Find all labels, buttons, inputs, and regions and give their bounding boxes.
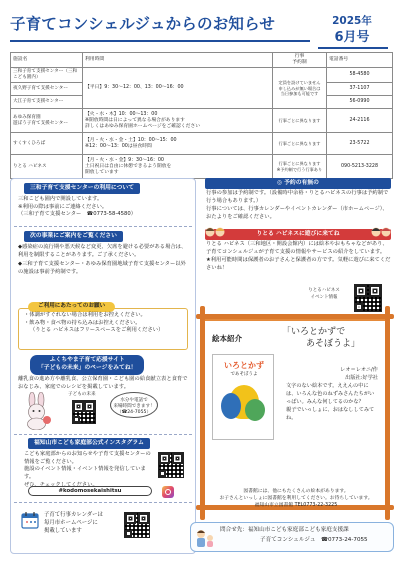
facility-phone: 23-5722	[327, 133, 393, 155]
website-qr-caption: 子どもの未来	[68, 392, 96, 397]
green-shape	[245, 399, 265, 421]
facility-table	[10, 52, 393, 179]
facility-event: 行事ごとに異なります	[273, 133, 327, 155]
section-instagram-title: 福知山市こども家庭部公式インスタグラム	[28, 438, 150, 449]
instagram-hashtag[interactable]: #kodomosekaishitsu	[28, 486, 152, 496]
website-qr-code[interactable]	[72, 400, 96, 424]
kids-illustration	[370, 226, 392, 242]
body-line: （三和子育て支援センター ☎0773-58-4580）	[18, 211, 137, 218]
calendar-qr-code[interactable]	[124, 512, 150, 538]
family-illustration	[194, 528, 216, 548]
book-publisher: 出版社:好学社	[345, 375, 378, 382]
facility-phone: 37-1107	[327, 83, 393, 96]
body-line: ※利用の際は事前にご連絡ください。	[18, 203, 108, 210]
calendar-icon	[20, 510, 40, 530]
body-line: りとる ハピネス（三和地区・開設会館内）には絵本やおもちゃなどがあり、子育てコンシェルジュが子育て支援の情報やサービスの紹介をしています。	[206, 241, 388, 255]
section-instagram-body	[24, 451, 152, 489]
book-section-title: 絵本紹介	[212, 334, 242, 343]
section-website-body	[18, 376, 190, 391]
table-row	[11, 155, 393, 179]
issue-month: 6月号	[334, 30, 370, 46]
contact-line-1: 問合せ先：福知山市こども家庭部こども家庭支援課	[220, 527, 349, 533]
table-header-row	[11, 53, 393, 68]
table-row	[11, 109, 393, 133]
section-sanwa-title: 三和子育て支援センターの利用について	[24, 183, 140, 194]
book-title-line: あそぼうよ」	[306, 339, 361, 350]
facility-name: りとる ハピネス	[11, 155, 83, 179]
body-line: ★利用可能時間は保護者のお子さんと保護者の方です。気軽に遊びに来てくださいね！	[206, 256, 391, 271]
table-header: 利用時間	[83, 53, 273, 68]
phone-bubble: 水分や電話で 来場時間できます！ （☎24-7055）	[110, 392, 158, 418]
happiness-qr-caption: りとるハピネス イベント情報	[308, 288, 340, 300]
contact-info	[220, 526, 392, 545]
rabbit-illustration	[20, 392, 54, 430]
facility-phone: 58-4580	[327, 68, 393, 83]
blue-shape	[221, 393, 241, 419]
book-description-2: 親子でいっしょに、おはなししてみてね。	[286, 407, 375, 422]
divider	[14, 226, 192, 227]
table-header: 電話番号	[327, 53, 393, 68]
book-title-line: 「いろとかずで	[282, 327, 346, 337]
facility-phone: 090-5213-3228	[327, 155, 393, 179]
facility-phone: 24-2116	[327, 109, 393, 133]
section-reservation-body	[206, 190, 392, 222]
body-line: ・体調がすぐれない場合は利用をお控えください。	[24, 312, 146, 318]
body-line: ・飲み物・食べ物の持ち込みはお控えください。	[24, 319, 141, 326]
book-cover-subtitle: であそぼうよ	[230, 372, 258, 377]
facility-name: 三和子育て支援センター（三和こども園内）	[11, 68, 83, 83]
happiness-qr-code[interactable]	[354, 284, 382, 312]
instagram-qr-code[interactable]	[158, 452, 184, 478]
issue-year: 2025年	[332, 15, 372, 27]
title-underline	[10, 40, 310, 42]
body-line: （りとる ハピネスはフリースペースをご利用ください）	[30, 327, 164, 334]
facility-event: 定員を設けていません 申し込みが無い場合は 当日参加も可能です	[273, 68, 327, 109]
facility-event: 行事ごとに異なります	[273, 109, 327, 133]
body-line: 三和こども園内で開設しています。	[18, 196, 103, 202]
body-line: 施設のイベント情報・イベント情報を発信しています。	[24, 466, 146, 481]
frame-post	[385, 306, 390, 520]
section-website-title: ふくちやま子育て応援サイト 「子どもの未来」のページをみてね！	[30, 355, 144, 375]
body-line: 行事については、行事カレンダーやイベントカレンダー（市ホームページ）、おたよりをご確認ください。	[206, 205, 388, 220]
divider	[14, 434, 192, 435]
body-line: 行事の参加は予約制です。（設備時中余裕・りとるハピネスの行事は予約制で行う場合もあります。）	[206, 190, 389, 204]
facility-hours: 【平日】9：30〜12：00、13：00〜16：00	[83, 68, 273, 109]
body-line: ぜひ、チェックしてください。	[24, 481, 98, 488]
divider	[14, 502, 192, 503]
section-notes-body	[18, 244, 190, 277]
body-line: こども家庭部からのお知らせや子育て支援センターの情報をご覧ください。	[24, 451, 151, 465]
facility-name: あゆみ保育園 遊ぼう子育て支援センター	[11, 109, 83, 133]
facility-name: すくすくひろば	[11, 133, 83, 155]
body-line: 離乳食の進め方や離乳食、公立保育園・こども園の給食献立表と食育でおなじみ、家庭でのレシピを掲載しています。	[18, 376, 188, 390]
table-header: 施設名	[11, 53, 83, 68]
table-row	[11, 133, 393, 155]
book-cover	[212, 354, 274, 440]
body-line: ◆感染症の流行期や悪天候など変更、欠席を避ける必要がある場合は、利用を制限することがあります。ご了承ください。	[18, 244, 187, 258]
table-row	[11, 68, 393, 83]
facility-name: 大江子育て支援センター	[11, 96, 83, 109]
frame-post	[200, 306, 205, 520]
frame-beam	[196, 314, 394, 319]
facility-event: 行事ごとに異なります ※予約制で行う行事あり	[273, 155, 327, 179]
facility-name: 夜久野子育て支援センター	[11, 83, 83, 96]
book-cover-title: いろとかず	[224, 361, 264, 370]
section-happiness-title: りとる ハピネスに遊びに来てね	[205, 229, 391, 240]
calendar-note: 子育て行事カレンダーは 毎月市ホームページに 掲載しています	[44, 512, 103, 534]
contact-line-2: 子育てコンシェルジュ ☎0773-24-7055	[260, 536, 368, 543]
facility-hours: 【月・火・水・金・土】10：00〜15：00 ※12：00〜13：00は昼食時間	[83, 133, 273, 155]
notice-body	[24, 312, 186, 335]
section-happiness-body	[206, 241, 392, 273]
table-header: 行事 予約制	[273, 53, 327, 68]
issue-date	[312, 14, 392, 47]
section-reservation-title: ◎ 予約の有無の	[205, 178, 391, 189]
library-note: 図書館には、他にもたくさんの絵本があります。 お子さんといっしょに図書館を利用してください。お待ちしています。 福知山市立図書館 TEL0773-22-3225	[219, 489, 373, 509]
book-author: レオ＝レオニ/作	[340, 367, 378, 373]
section-notes-title: 次の事業にご案内をご覧ください	[24, 231, 123, 242]
facility-hours: 【月・火・水・金】9：30〜16：00 土日祝日は自由に休憩できるよう開放を 開放しています	[83, 155, 273, 179]
instagram-icon	[162, 486, 174, 498]
book-title	[282, 326, 360, 350]
section-sanwa-body	[18, 196, 190, 219]
body-line: ◆三和子育て支援センター・あゆみ保育園地域子育て支援センター以外の施設は事前予約制です。	[18, 261, 186, 276]
date-underline	[318, 47, 388, 49]
book-info	[286, 366, 378, 422]
kids-illustration	[204, 226, 226, 242]
book-description: 文字のない絵本です。ええんの中には、いろんな色のねずみさんたちがいっぱい。みんな何してるのかな？	[286, 383, 375, 406]
facility-phone: 56-0990	[327, 96, 393, 109]
page-title: 子育てコンシェルジュからのお知らせ	[10, 15, 276, 33]
notice-title: ご利用にあたってのお願い	[28, 302, 115, 312]
facility-hours: 【火・水・木】10：00〜13：00 ※開放時間は日によって異なる場合があります 詳しくはあゆみ保育園ホームページをご確認ください	[83, 109, 273, 133]
